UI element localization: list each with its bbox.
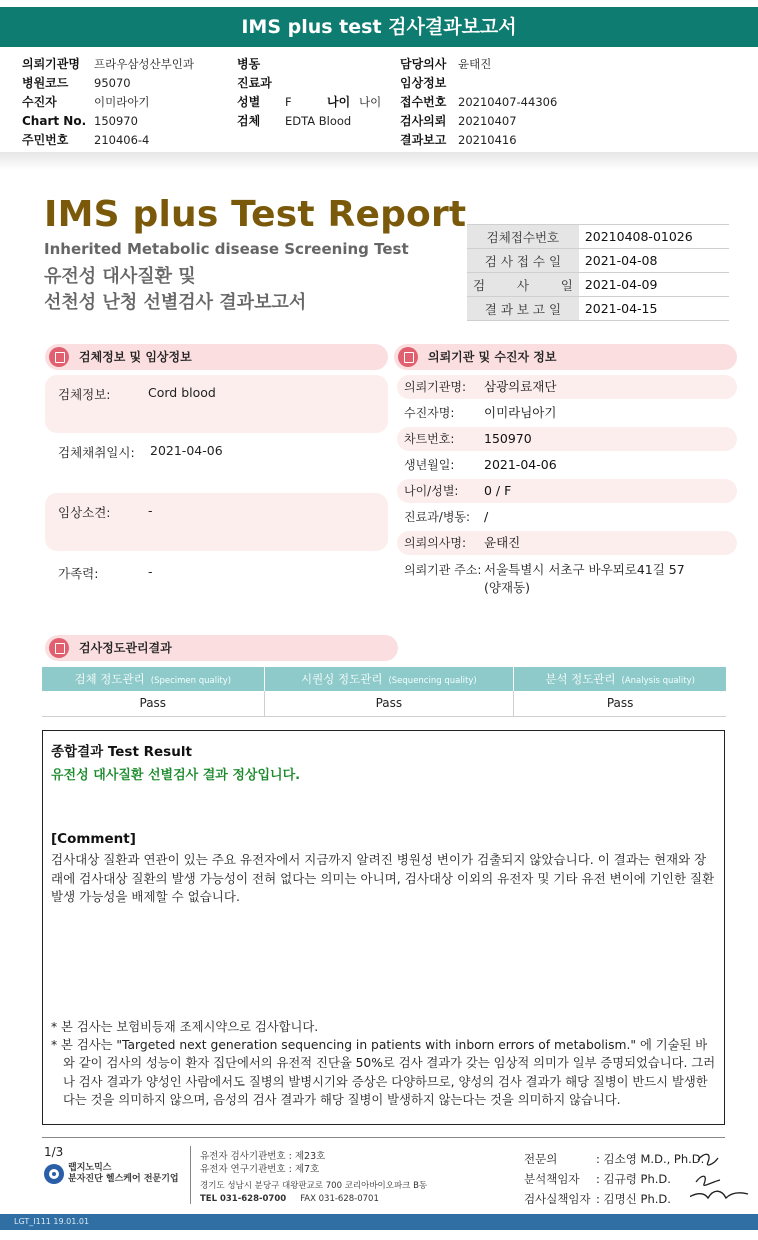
info-value: 2021-04-09: [579, 273, 729, 297]
header-value: 이미라아기: [94, 95, 150, 109]
info-row-value: 이미라님아기: [484, 405, 557, 420]
info-row-value: 150970: [484, 431, 532, 446]
company-name: [68, 1163, 179, 1185]
header-column-1: [22, 55, 194, 150]
header-age-label: 나이: [327, 95, 351, 109]
signature-marks: [690, 1148, 750, 1208]
signer-role: 검사실책임자: [524, 1192, 591, 1206]
info-row: [397, 479, 737, 503]
specimen-label: 검체정보:: [58, 387, 111, 402]
qc-column-header: [514, 667, 726, 691]
note-insurance: * 본 검사는 보험비등재 조제시약으로 검사합니다.: [51, 1020, 319, 1034]
header-column-2: [237, 55, 381, 131]
header-value: 20210407-44306: [458, 95, 558, 109]
header-label: 병동: [237, 57, 261, 71]
company-tel: TEL 031-628-0700: [200, 1194, 287, 1204]
qc-column-header: [42, 667, 264, 691]
company-line2: 분자진단 헬스케어 전문기업: [68, 1174, 179, 1184]
footer-divider: [42, 1137, 725, 1138]
qc-column-header: [264, 667, 514, 691]
header-value: 20210407: [458, 114, 517, 128]
specimen-info-box: [45, 375, 388, 433]
document-icon: [49, 347, 69, 367]
comment-title: [Comment]: [51, 831, 136, 847]
info-label: 결 과 보 고 일: [467, 297, 579, 321]
address-line2: (양재동): [484, 580, 530, 595]
hospital-icon: [398, 347, 418, 367]
header-value: 210406-4: [94, 133, 150, 147]
registration-line1: 유전자 검사기관번호 : 제23호: [200, 1151, 326, 1162]
report-title: IMS plus Test Report: [44, 194, 467, 235]
header-column-3: [400, 55, 557, 150]
header-value: 20210416: [458, 133, 517, 147]
header-label: 담당의사: [400, 57, 447, 71]
qc-section-title: 검사정도관리결과: [79, 641, 172, 655]
institution-section-header: [394, 344, 737, 370]
report-korean-title-line1: 유전성 대사질환 및: [44, 266, 196, 287]
institution-section-title: 의뢰기관 및 수진자 정보: [428, 350, 557, 364]
info-row-value: /: [484, 509, 489, 524]
family-history-value: -: [148, 564, 153, 579]
signer-name: : 김소영 M.D., Ph.D.: [596, 1152, 705, 1166]
clinical-finding-box: [45, 493, 388, 551]
report-korean-title-line2: 선천성 난청 선별검사 결과보고서: [44, 292, 307, 313]
info-label: 검 사 일: [467, 273, 579, 297]
qc-column-subtitle: (Sequencing quality): [388, 676, 477, 686]
qc-column-title: 시퀀싱 정도관리: [301, 672, 383, 686]
report-subtitle: Inherited Metabolic disease Screening Test: [44, 240, 409, 258]
clinical-finding-label: 임상소견:: [58, 505, 111, 520]
page-number: 1/3: [44, 1145, 64, 1159]
qc-section-header: [45, 635, 398, 661]
comment-text: 검사대상 질환과 연관이 있는 주요 유전자에서 지금까지 알려진 병원성 변이가 검출되지 않았습니다. 이 결과는 현재와 장래에 검사대상 질환의 발생 가능성이 전혀 없다는 의미는 아니며, 검사대상 이외의 유전자 및 기타 유전 변이에 기인한 질환 발생 가능성을 배제할 수 없습니다.: [51, 852, 715, 904]
table-row: [467, 249, 729, 273]
footer-registration: [200, 1150, 427, 1206]
signer-name: : 김명신 Ph.D.: [596, 1192, 671, 1206]
footer-vertical-divider: [190, 1146, 191, 1204]
info-row: [397, 453, 737, 477]
info-row-label: 나이/성별:: [404, 484, 459, 498]
specimen-section-title: 검체정보 및 임상정보: [79, 350, 192, 364]
address-label: 의뢰기관 주소:: [404, 563, 482, 577]
header-value: 95070: [94, 76, 131, 90]
company-address: 경기도 성남시 분당구 대왕판교로 700 코리아바이오파크 B동: [200, 1181, 428, 1191]
header-label: 검사의뢰: [400, 114, 447, 128]
qc-table: [42, 667, 726, 717]
signer-name: : 김규령 Ph.D.: [596, 1172, 671, 1186]
info-row-value: 2021-04-06: [484, 457, 557, 472]
qc-result: Pass: [514, 691, 726, 716]
header-label: 의뢰기관명: [22, 57, 80, 71]
qc-column-title: 검체 정도관리: [74, 672, 145, 686]
qc-result: Pass: [264, 691, 514, 716]
result-summary: 유전성 대사질환 선별검사 결과 정상입니다.: [51, 768, 301, 783]
header-label: 수진자: [22, 95, 57, 109]
result-title: 종합결과 Test Result: [51, 744, 192, 760]
test-result-box: [42, 730, 725, 1125]
header-label: 성별: [237, 95, 261, 109]
qc-column-subtitle: (Specimen quality): [150, 676, 232, 686]
address-block: [484, 561, 685, 597]
signers-block: [524, 1149, 704, 1209]
info-row: [397, 531, 737, 555]
qc-result: Pass: [42, 691, 264, 716]
signer-role: 전문의: [524, 1152, 558, 1166]
receipt-info-table: [467, 224, 729, 321]
header-value: 150970: [94, 114, 138, 128]
info-row: [397, 505, 737, 529]
company-fax: FAX 031-628-0701: [300, 1194, 379, 1204]
info-row: [397, 401, 737, 425]
header-label: 주민번호: [22, 133, 69, 147]
registration-line2: 유전자 연구기관번호 : 제7호: [200, 1164, 320, 1175]
info-value: 2021-04-08: [579, 249, 729, 273]
header-divider-band: [0, 152, 758, 170]
family-history-label: 가족력:: [58, 566, 99, 581]
info-row-value: 0 / F: [484, 483, 512, 498]
info-row: [397, 375, 737, 399]
header-value: 윤태진: [458, 57, 492, 71]
qc-column-title: 분석 정도관리: [545, 672, 616, 686]
address-line1: 서울특별시 서초구 바우뫼로41길 57: [484, 562, 685, 577]
header-age-value: 나이: [359, 95, 382, 109]
info-row-label: 진료과/병동:: [404, 510, 471, 524]
header-label: 병원코드: [22, 76, 69, 90]
info-label: 검 사 접 수 일: [467, 249, 579, 273]
info-row-value: 삼광의료재단: [484, 379, 557, 394]
header-label: 진료과: [237, 76, 272, 90]
clinical-finding-value: -: [148, 503, 153, 518]
note-performance: * 본 검사는 "Targeted next generation sequencing in patients with inborn errors of metabolism." 에 기술된 바와 같이 검사의 성능이 환자 집단에서의 유전적 진단율 50%로 검사 결과가 갖는 임상적 의미가 일부 증명되었습니다. 그러나 검사 결과가 양성인 사람에서도 질병의 발병시기와 증상은 다양하므로, 양성의 검사 결과가 해당 질병이 반드시 발생한다는 것을 의미하지 않으며, 음성의 검사 결과가 해당 질병이 발생하지 않는다는 것을 의미하지 않습니다.: [51, 1038, 716, 1107]
specimen-section-header: [45, 344, 388, 370]
info-row-label: 수진자명:: [404, 406, 455, 420]
info-value: 20210408-01026: [579, 225, 729, 249]
form-code-bar: LGT_I111 19.01.01: [0, 1214, 758, 1230]
report-banner-title: IMS plus test 검사결과보고서: [0, 7, 758, 47]
company-logo-icon: [44, 1164, 64, 1184]
info-row-label: 생년월일:: [404, 458, 455, 472]
header-label: 접수번호: [400, 95, 447, 109]
collection-date-value: 2021-04-06: [150, 443, 223, 458]
clipboard-icon: [49, 638, 69, 658]
collection-date-label: 검체채취일시:: [58, 445, 135, 460]
company-line1: 랩지노믹스: [68, 1163, 112, 1173]
header-label: 임상정보: [400, 76, 447, 90]
info-label: 검체접수번호: [467, 225, 579, 249]
header-label: Chart No.: [22, 114, 87, 128]
header-label: 검체: [237, 114, 261, 128]
header-label: 결과보고: [400, 133, 447, 147]
specimen-value: Cord blood: [148, 385, 216, 400]
header-value: F: [285, 95, 292, 109]
table-row: [42, 691, 726, 716]
info-row-value: 윤태진: [484, 535, 521, 550]
header-value: EDTA Blood: [285, 114, 352, 128]
table-row: [42, 667, 726, 691]
info-value: 2021-04-15: [579, 297, 729, 321]
header-value: 프라우삼성산부인과: [94, 57, 194, 71]
info-row-label: 의뢰의사명:: [404, 536, 467, 550]
info-row: [397, 427, 737, 451]
qc-column-subtitle: (Analysis quality): [621, 676, 695, 686]
table-row: [467, 297, 729, 321]
table-row: [467, 225, 729, 249]
info-row-label: 의뢰기관명:: [404, 380, 467, 394]
info-row-label: 차트번호:: [404, 432, 455, 446]
signer-role: 분석책임자: [524, 1172, 580, 1186]
table-row: [467, 273, 729, 297]
